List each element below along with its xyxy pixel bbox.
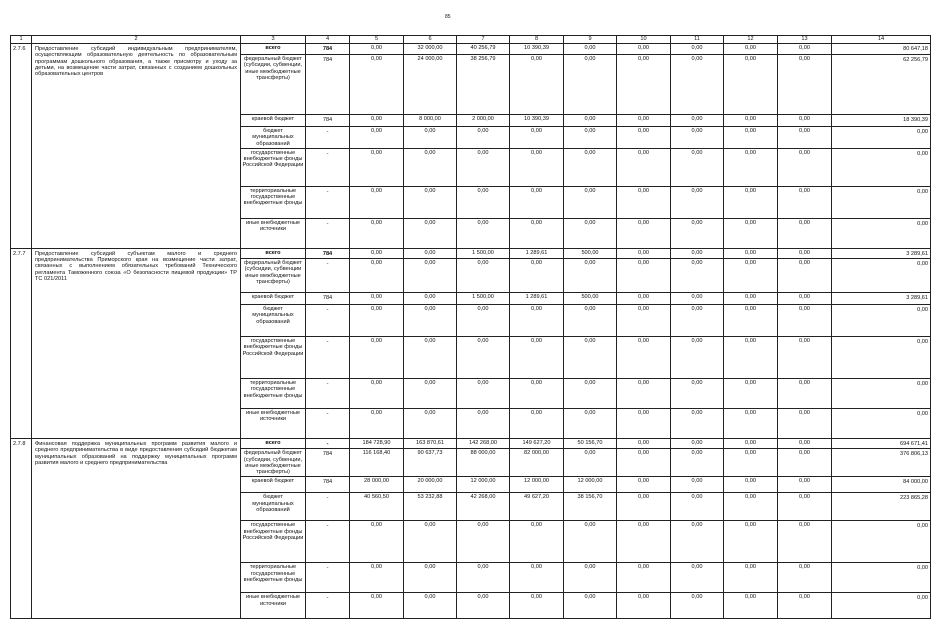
amount-cell: 0,00 [404, 186, 457, 218]
amount-cell: 0,00 [671, 55, 724, 115]
amount-cell: 0,00 [617, 521, 671, 563]
amount-cell: 0,00 [832, 148, 931, 186]
amount-cell: 0,00 [724, 127, 778, 149]
amount-cell: 0,00 [350, 409, 404, 439]
amount-cell: 0,00 [404, 248, 457, 258]
column-number: 13 [778, 36, 832, 44]
amount-cell: 0,00 [564, 127, 617, 149]
amount-cell: 3 289,61 [832, 293, 931, 305]
amount-cell: 0,00 [617, 186, 671, 218]
amount-cell: 0,00 [778, 305, 832, 337]
amount-cell: 0,00 [724, 186, 778, 218]
amount-cell: 0,00 [510, 218, 564, 248]
amount-cell: 500,00 [564, 248, 617, 258]
amount-cell: 0,00 [510, 379, 564, 409]
column-number: 4 [306, 36, 350, 44]
amount-cell: 0,00 [510, 259, 564, 293]
funding-source: территориальные государственные внебюджетные фонды [241, 563, 306, 593]
amount-cell: 694 671,41 [832, 439, 931, 449]
budget-code: 784 [306, 55, 350, 115]
column-number: 9 [564, 36, 617, 44]
column-number: 11 [671, 36, 724, 44]
amount-cell: 0,00 [778, 379, 832, 409]
amount-cell: 0,00 [671, 449, 724, 477]
amount-cell: 0,00 [457, 379, 510, 409]
amount-cell: 0,00 [724, 55, 778, 115]
amount-cell: 0,00 [510, 563, 564, 593]
amount-cell: 0,00 [564, 115, 617, 127]
amount-cell: 10 390,39 [510, 115, 564, 127]
funding-source: государственные внебюджетные фонды Российской Федерации [241, 521, 306, 563]
column-number: 2 [32, 36, 241, 44]
amount-cell: 0,00 [350, 379, 404, 409]
funding-source: государственные внебюджетные фонды Российской Федерации [241, 148, 306, 186]
amount-cell: 0,00 [778, 148, 832, 186]
amount-cell: 0,00 [457, 337, 510, 379]
budget-code: 784 [306, 293, 350, 305]
amount-cell: 0,00 [564, 337, 617, 379]
amount-cell: 0,00 [457, 521, 510, 563]
amount-cell: 0,00 [564, 186, 617, 218]
amount-cell: 0,00 [617, 449, 671, 477]
amount-cell: 84 000,00 [832, 477, 931, 493]
amount-cell: 42 268,00 [457, 493, 510, 521]
amount-cell: 0,00 [404, 259, 457, 293]
amount-cell: 0,00 [617, 563, 671, 593]
amount-cell: 62 256,79 [832, 55, 931, 115]
amount-cell: 163 870,61 [404, 439, 457, 449]
funding-source: краевой бюджет [241, 115, 306, 127]
budget-code: - [306, 148, 350, 186]
amount-cell: 12 000,00 [510, 477, 564, 493]
amount-cell: 0,00 [617, 305, 671, 337]
amount-cell: 0,00 [778, 127, 832, 149]
amount-cell: 0,00 [457, 127, 510, 149]
amount-cell: 0,00 [350, 127, 404, 149]
amount-cell: 20 000,00 [404, 477, 457, 493]
amount-cell: 0,00 [510, 521, 564, 563]
amount-cell: 0,00 [778, 293, 832, 305]
amount-cell: 0,00 [724, 218, 778, 248]
amount-cell: 0,00 [724, 44, 778, 55]
funding-source: федеральный бюджет (субсидии, субвенции, иные межбюджетные трансферты) [241, 449, 306, 477]
amount-cell: 0,00 [404, 293, 457, 305]
amount-cell: 0,00 [778, 409, 832, 439]
budget-code: - [306, 409, 350, 439]
amount-cell: 0,00 [457, 593, 510, 619]
amount-cell: 0,00 [617, 148, 671, 186]
amount-cell: 24 000,00 [404, 55, 457, 115]
funding-source: иные внебюджетные источники [241, 409, 306, 439]
amount-cell: 0,00 [724, 115, 778, 127]
amount-cell: 1 500,00 [457, 293, 510, 305]
column-number: 14 [832, 36, 931, 44]
table-body [11, 36, 931, 619]
amount-cell: 0,00 [617, 477, 671, 493]
amount-cell: 3 289,61 [832, 248, 931, 258]
funding-source: всего [241, 248, 306, 258]
amount-cell: 0,00 [404, 148, 457, 186]
amount-cell: 0,00 [778, 186, 832, 218]
funding-source: федеральный бюджет (субсидии, субвенции, иные межбюджетные трансферты) [241, 55, 306, 115]
amount-cell: 0,00 [350, 293, 404, 305]
amount-cell: 0,00 [510, 55, 564, 115]
amount-cell: 0,00 [724, 593, 778, 619]
amount-cell: 0,00 [671, 259, 724, 293]
item-number: 2.7.7 [11, 248, 32, 438]
amount-cell: 0,00 [617, 293, 671, 305]
column-number: 10 [617, 36, 671, 44]
amount-cell: 0,00 [832, 218, 931, 248]
amount-cell: 0,00 [350, 337, 404, 379]
amount-cell: 0,00 [671, 409, 724, 439]
amount-cell: 0,00 [617, 337, 671, 379]
amount-cell: 0,00 [617, 248, 671, 258]
funding-source: иные внебюджетные источники [241, 218, 306, 248]
amount-cell: 12 000,00 [564, 477, 617, 493]
amount-cell: 0,00 [671, 148, 724, 186]
item-description: Финансовая поддержка муниципальных программ развития малого и среднего предпринимательства в виде предоставления субсидий бюджетам муниципальных образований на поддержку муниципальных программ развития малого и среднего предпринимательства [32, 439, 241, 619]
amount-cell: 0,00 [724, 409, 778, 439]
amount-cell: 0,00 [617, 218, 671, 248]
amount-cell: 1 500,00 [457, 248, 510, 258]
amount-cell: 0,00 [564, 409, 617, 439]
table-row [11, 44, 931, 55]
budget-code: 784 [306, 449, 350, 477]
amount-cell: 0,00 [617, 55, 671, 115]
amount-cell: 0,00 [671, 593, 724, 619]
budget-code: 784 [306, 248, 350, 258]
item-description: Предоставление субсидий субъектам малого и среднего предпринимательства Приморского края на возмещение части затрат, связанных с выполнением обязательных требований Технического регламента Таможенного союза «О безопасности пищевой продукции» ТР ТС 021/2011 [32, 248, 241, 438]
budget-table [10, 35, 931, 619]
amount-cell: 0,00 [671, 127, 724, 149]
amount-cell: 0,00 [832, 379, 931, 409]
amount-cell: 116 168,40 [350, 449, 404, 477]
amount-cell: 0,00 [617, 379, 671, 409]
amount-cell: 0,00 [350, 259, 404, 293]
amount-cell: 0,00 [724, 337, 778, 379]
amount-cell: 12 000,00 [457, 477, 510, 493]
budget-code: 784 [306, 115, 350, 127]
amount-cell: 0,00 [350, 593, 404, 619]
amount-cell: 0,00 [778, 115, 832, 127]
amount-cell: 0,00 [510, 186, 564, 218]
amount-cell: 0,00 [350, 186, 404, 218]
amount-cell: 0,00 [617, 44, 671, 55]
amount-cell: 0,00 [832, 409, 931, 439]
amount-cell: 0,00 [671, 248, 724, 258]
amount-cell: 0,00 [510, 337, 564, 379]
item-description: Предоставление субсидий индивидуальным предпринимателям, осуществляющим образовательную деятельность по образовательным программам дошкольного образования, а также присмотру и уходу за детьми, на возмещение части затрат, связанных с созданием дошкольных образовательных центров [32, 44, 241, 249]
amount-cell: 0,00 [350, 44, 404, 55]
amount-cell: 0,00 [510, 409, 564, 439]
amount-cell: 38 256,79 [457, 55, 510, 115]
amount-cell: 0,00 [778, 439, 832, 449]
amount-cell: 0,00 [510, 127, 564, 149]
amount-cell: 0,00 [404, 218, 457, 248]
amount-cell: 0,00 [617, 409, 671, 439]
amount-cell: 0,00 [724, 563, 778, 593]
amount-cell: 0,00 [671, 493, 724, 521]
funding-source: иные внебюджетные источники [241, 593, 306, 619]
amount-cell: 0,00 [564, 148, 617, 186]
amount-cell: 49 627,20 [510, 493, 564, 521]
amount-cell: 0,00 [510, 148, 564, 186]
amount-cell: 0,00 [564, 521, 617, 563]
amount-cell: 0,00 [350, 563, 404, 593]
funding-source: территориальные государственные внебюджетные фонды [241, 379, 306, 409]
amount-cell: 0,00 [617, 593, 671, 619]
amount-cell: 2 000,00 [457, 115, 510, 127]
amount-cell: 0,00 [404, 379, 457, 409]
amount-cell: 142 268,00 [457, 439, 510, 449]
table-row [11, 248, 931, 258]
amount-cell: 0,00 [778, 521, 832, 563]
amount-cell: 0,00 [617, 127, 671, 149]
budget-code: - [306, 259, 350, 293]
amount-cell: 0,00 [350, 248, 404, 258]
column-number-row [11, 36, 931, 44]
amount-cell: 0,00 [671, 337, 724, 379]
amount-cell: 0,00 [671, 44, 724, 55]
budget-code: - [306, 493, 350, 521]
amount-cell: 0,00 [832, 259, 931, 293]
budget-code: 784 [306, 477, 350, 493]
amount-cell: 0,00 [778, 259, 832, 293]
funding-source: государственные внебюджетные фонды Российской Федерации [241, 337, 306, 379]
table-row [11, 439, 931, 449]
amount-cell: 0,00 [404, 337, 457, 379]
amount-cell: 0,00 [457, 259, 510, 293]
budget-code: - [306, 563, 350, 593]
amount-cell: 0,00 [832, 563, 931, 593]
amount-cell: 0,00 [832, 305, 931, 337]
amount-cell: 0,00 [724, 148, 778, 186]
amount-cell: 0,00 [404, 521, 457, 563]
budget-code: - [306, 127, 350, 149]
amount-cell: 0,00 [457, 186, 510, 218]
amount-cell: 0,00 [832, 186, 931, 218]
budget-code: - [306, 379, 350, 409]
amount-cell: 0,00 [457, 148, 510, 186]
column-number: 5 [350, 36, 404, 44]
amount-cell: 0,00 [671, 186, 724, 218]
amount-cell: 0,00 [350, 218, 404, 248]
amount-cell: 0,00 [778, 337, 832, 379]
amount-cell: 0,00 [350, 305, 404, 337]
amount-cell: 80 647,18 [832, 44, 931, 55]
amount-cell: 0,00 [510, 593, 564, 619]
amount-cell: 0,00 [404, 563, 457, 593]
amount-cell: 8 000,00 [404, 115, 457, 127]
amount-cell: 0,00 [724, 379, 778, 409]
amount-cell: 0,00 [457, 563, 510, 593]
budget-code: - [306, 337, 350, 379]
amount-cell: 0,00 [671, 293, 724, 305]
amount-cell: 0,00 [778, 218, 832, 248]
amount-cell: 0,00 [778, 248, 832, 258]
amount-cell: 0,00 [564, 449, 617, 477]
funding-source: бюджет муниципальных образований [241, 305, 306, 337]
amount-cell: 0,00 [778, 477, 832, 493]
amount-cell: 50 156,70 [564, 439, 617, 449]
amount-cell: 0,00 [832, 593, 931, 619]
amount-cell: 0,00 [671, 379, 724, 409]
funding-source: федеральный бюджет (субсидии, субвенции иные межбюджетные трансферты) [241, 259, 306, 293]
amount-cell: 88 000,00 [457, 449, 510, 477]
amount-cell: 223 865,28 [832, 493, 931, 521]
column-number: 12 [724, 36, 778, 44]
amount-cell: 0,00 [671, 439, 724, 449]
amount-cell: 53 232,88 [404, 493, 457, 521]
amount-cell: 0,00 [724, 305, 778, 337]
funding-source: всего [241, 439, 306, 449]
amount-cell: 500,00 [564, 293, 617, 305]
amount-cell: 0,00 [671, 115, 724, 127]
amount-cell: 0,00 [564, 593, 617, 619]
amount-cell: 40 560,50 [350, 493, 404, 521]
amount-cell: 0,00 [778, 55, 832, 115]
amount-cell: 28 000,00 [350, 477, 404, 493]
amount-cell: 0,00 [778, 493, 832, 521]
amount-cell: 0,00 [832, 127, 931, 149]
amount-cell: 1 289,61 [510, 293, 564, 305]
amount-cell: 184 728,90 [350, 439, 404, 449]
amount-cell: 0,00 [564, 55, 617, 115]
amount-cell: 0,00 [832, 521, 931, 563]
amount-cell: 0,00 [778, 449, 832, 477]
item-number: 2.7.8 [11, 439, 32, 619]
amount-cell: 0,00 [404, 593, 457, 619]
amount-cell: 0,00 [564, 218, 617, 248]
amount-cell: 0,00 [671, 218, 724, 248]
amount-cell: 0,00 [350, 115, 404, 127]
column-number: 7 [457, 36, 510, 44]
amount-cell: 0,00 [724, 293, 778, 305]
amount-cell: 0,00 [564, 563, 617, 593]
budget-code: - [306, 593, 350, 619]
funding-source: краевой бюджет [241, 477, 306, 493]
amount-cell: 0,00 [671, 521, 724, 563]
page-number: 85 [445, 14, 451, 20]
amount-cell: 149 627,20 [510, 439, 564, 449]
amount-cell: 0,00 [457, 305, 510, 337]
column-number: 6 [404, 36, 457, 44]
amount-cell: 0,00 [617, 439, 671, 449]
amount-cell: 0,00 [457, 218, 510, 248]
budget-code: - [306, 439, 350, 449]
item-number: 2.7.6 [11, 44, 32, 249]
amount-cell: 1 289,61 [510, 248, 564, 258]
amount-cell: 0,00 [724, 439, 778, 449]
amount-cell: 10 390,39 [510, 44, 564, 55]
funding-source: всего [241, 44, 306, 55]
amount-cell: 0,00 [724, 449, 778, 477]
amount-cell: 0,00 [617, 493, 671, 521]
amount-cell: 0,00 [564, 379, 617, 409]
amount-cell: 18 390,39 [832, 115, 931, 127]
amount-cell: 0,00 [671, 305, 724, 337]
budget-code: - [306, 186, 350, 218]
funding-source: краевой бюджет [241, 293, 306, 305]
amount-cell: 0,00 [617, 259, 671, 293]
budget-code: 784 [306, 44, 350, 55]
amount-cell: 90 637,73 [404, 449, 457, 477]
amount-cell: 0,00 [564, 259, 617, 293]
amount-cell: 0,00 [404, 305, 457, 337]
amount-cell: 0,00 [564, 305, 617, 337]
amount-cell: 0,00 [724, 521, 778, 563]
amount-cell: 0,00 [510, 305, 564, 337]
funding-source: бюджет муниципальных образований [241, 127, 306, 149]
amount-cell: 0,00 [404, 127, 457, 149]
amount-cell: 0,00 [724, 259, 778, 293]
amount-cell: 0,00 [350, 521, 404, 563]
amount-cell: 40 256,79 [457, 44, 510, 55]
amount-cell: 0,00 [671, 563, 724, 593]
amount-cell: 0,00 [350, 148, 404, 186]
amount-cell: 376 806,13 [832, 449, 931, 477]
amount-cell: 82 000,00 [510, 449, 564, 477]
budget-code: - [306, 305, 350, 337]
budget-code: - [306, 521, 350, 563]
amount-cell: 0,00 [617, 115, 671, 127]
amount-cell: 0,00 [724, 477, 778, 493]
amount-cell: 0,00 [724, 248, 778, 258]
amount-cell: 32 000,00 [404, 44, 457, 55]
budget-code: - [306, 218, 350, 248]
amount-cell: 0,00 [778, 44, 832, 55]
column-number: 1 [11, 36, 32, 44]
amount-cell: 0,00 [832, 337, 931, 379]
amount-cell: 0,00 [457, 409, 510, 439]
amount-cell: 0,00 [778, 593, 832, 619]
amount-cell: 0,00 [671, 477, 724, 493]
amount-cell: 0,00 [778, 563, 832, 593]
amount-cell: 0,00 [564, 44, 617, 55]
amount-cell: 0,00 [404, 409, 457, 439]
column-number: 3 [241, 36, 306, 44]
amount-cell: 38 156,70 [564, 493, 617, 521]
amount-cell: 0,00 [350, 55, 404, 115]
column-number: 8 [510, 36, 564, 44]
funding-source: бюджет муниципальных образований [241, 493, 306, 521]
funding-source: территориальные государственные внебюджетные фонды [241, 186, 306, 218]
amount-cell: 0,00 [724, 493, 778, 521]
